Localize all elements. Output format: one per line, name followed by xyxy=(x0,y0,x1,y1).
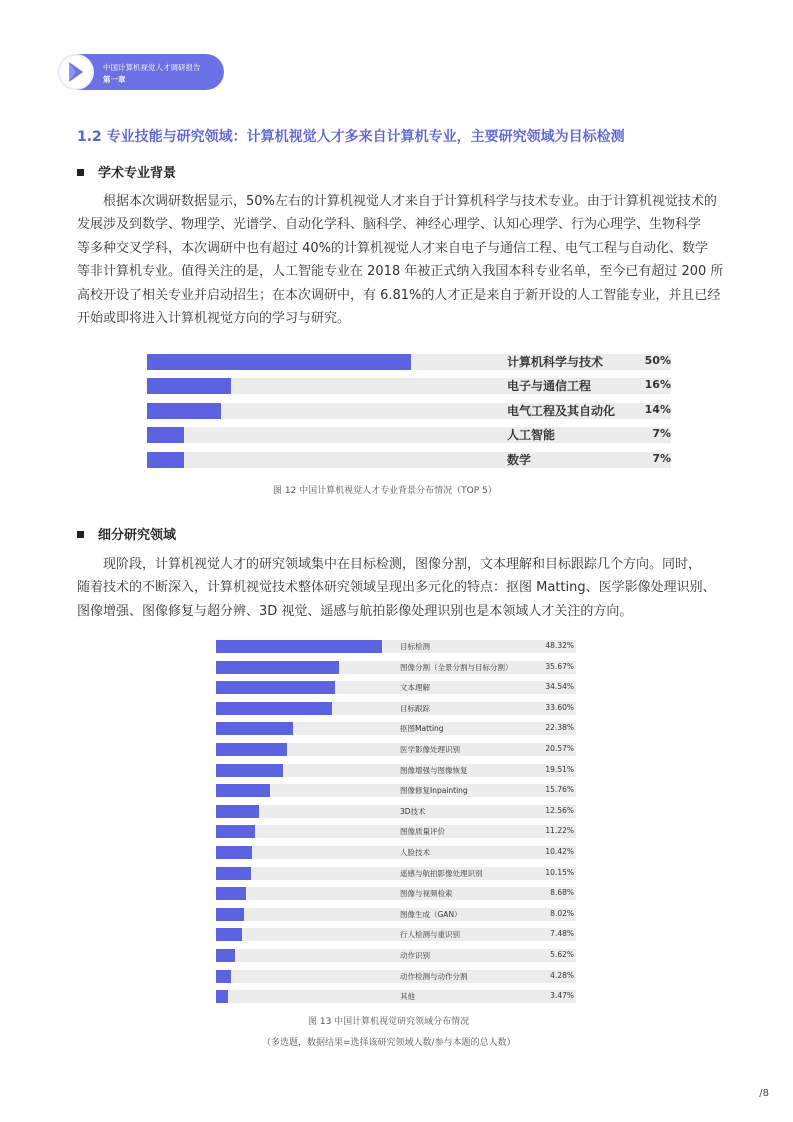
bar xyxy=(147,403,221,419)
bar xyxy=(216,784,270,797)
page-number: /8 xyxy=(759,1088,769,1099)
bar xyxy=(216,743,287,756)
chart-row xyxy=(216,970,576,984)
value-label: 7% xyxy=(652,451,671,465)
chart-row xyxy=(147,448,677,468)
major-background-chart xyxy=(147,350,677,475)
chart-row xyxy=(216,949,576,963)
chart1-caption: 图 12 中国计算机视觉人才专业背景分布情况（TOP 5） xyxy=(273,486,497,496)
paragraph-line: 等多种交叉学科，本次调研中也有超过 40%的计算机视觉人才来自电子与通信工程、电气工程与自动化、数学 xyxy=(77,240,709,256)
paragraph-line: 高校开设了相关专业并启动招生；在本次调研中，有 6.81%的人才正是来自于新开设的人工智能专业，并且已经 xyxy=(77,287,721,303)
research-paragraph xyxy=(77,553,717,623)
chart-row xyxy=(216,805,576,819)
chart-row xyxy=(216,681,576,695)
bar-track xyxy=(216,928,576,941)
category-label: 电气工程及其自动化 xyxy=(507,403,616,418)
value-label: 48.32% xyxy=(545,641,574,650)
paragraph-line: 等非计算机专业。值得关注的是，人工智能专业在 2018 年被正式纳入我国本科专业名单，至今已有超过 200 所 xyxy=(77,264,724,280)
value-label: 7.48% xyxy=(550,929,574,939)
bar xyxy=(216,990,228,1003)
value-label: 12.56% xyxy=(545,805,574,815)
bar xyxy=(216,867,251,880)
chapter-label: 第一章 xyxy=(103,75,126,84)
category-label: 图像分割（全景分割与目标分割） xyxy=(400,662,513,672)
chart-row xyxy=(216,743,576,757)
research-field-chart xyxy=(216,640,576,1006)
paragraph-line: 根据本次调研数据显示，50%左右的计算机视觉人才来自于计算机科学与技术专业。由于计算机视觉技术的 xyxy=(103,194,717,209)
category-label: 图像与视频检索 xyxy=(400,889,453,899)
bar xyxy=(216,970,231,983)
value-label: 20.57% xyxy=(545,744,574,753)
report-title: 中国计算机视觉人才调研报告 xyxy=(103,63,201,72)
bar-track xyxy=(216,887,576,900)
chart2-note: （多选题，数据结果=选择该研究领域人数/参与本题的总人数） xyxy=(262,1038,516,1048)
bar-track xyxy=(216,846,576,859)
chart-row xyxy=(147,374,677,394)
value-label: 10.42% xyxy=(545,847,574,856)
category-label: 遥感与航拍影像处理识别 xyxy=(400,868,483,878)
bar-track xyxy=(216,805,576,818)
category-label: 图像修复Inpainting xyxy=(400,786,468,796)
category-label: 数学 xyxy=(507,452,532,467)
value-label: 8.02% xyxy=(550,908,574,918)
bar xyxy=(216,640,382,653)
paragraph-line: 图像增强、图像修复与超分辨、3D 视觉、遥感与航拍影像处理识别也是本领域人才关注的方向。 xyxy=(77,603,633,619)
value-label: 5.62% xyxy=(550,950,574,959)
chevron-right-icon xyxy=(60,56,92,88)
value-label: 22.38% xyxy=(545,723,574,733)
category-label: 文本理解 xyxy=(400,683,430,693)
category-label: 动作识别 xyxy=(400,951,430,960)
chart-row xyxy=(216,908,576,922)
bar-track xyxy=(216,825,576,838)
bar-track xyxy=(216,970,576,983)
chart-row xyxy=(216,990,576,1004)
chart-row xyxy=(147,399,677,419)
value-label: 15.76% xyxy=(545,785,574,795)
bar-track xyxy=(147,452,671,468)
value-label: 8.68% xyxy=(550,888,574,898)
value-label: 50% xyxy=(644,354,671,367)
section-heading: 1.2 专业技能与研究领域：计算机视觉人才多来自计算机专业，主要研究领域为目标检测 xyxy=(77,129,625,145)
category-label: 电子与通信工程 xyxy=(507,379,592,394)
value-label: 16% xyxy=(644,378,671,392)
chart-row xyxy=(216,661,576,675)
value-label: 7% xyxy=(652,427,671,441)
academic-background-heading xyxy=(77,162,176,181)
paragraph-line: 现阶段，计算机视觉人才的研究领域集中在目标检测，图像分割，文本理解和目标跟踪几个方向。同时， xyxy=(103,557,702,572)
value-label: 34.54% xyxy=(545,682,574,692)
bar-track xyxy=(216,949,576,962)
paragraph-line: 随着技术的不断深入，计算机视觉技术整体研究领域呈现出多元化的特点：抠图 Matting、医学影像处理识别、 xyxy=(77,580,716,596)
category-label: 图像增强与图像恢复 xyxy=(400,765,468,775)
category-label: 抠图Matting xyxy=(400,724,444,734)
category-label: 动作检测与动作分割 xyxy=(400,971,468,981)
chart-row xyxy=(147,423,677,443)
bar xyxy=(147,452,184,468)
value-label: 35.67% xyxy=(545,661,574,671)
category-label: 目标跟踪 xyxy=(400,703,430,713)
category-label: 行人检测与重识别 xyxy=(400,930,460,940)
chart-row xyxy=(216,722,576,736)
category-label: 计算机科学与技术 xyxy=(507,355,604,369)
value-label: 3.47% xyxy=(550,991,574,1001)
category-label: 其他 xyxy=(400,992,415,1002)
value-label: 11.22% xyxy=(545,826,574,836)
bar xyxy=(216,887,246,900)
bar xyxy=(216,825,255,838)
chart-row xyxy=(216,887,576,901)
square-bullet-icon xyxy=(77,169,84,176)
value-label: 10.15% xyxy=(545,867,574,877)
category-label: 目标检测 xyxy=(400,642,430,651)
bar xyxy=(216,846,252,859)
bar-track xyxy=(216,908,576,921)
square-bullet-icon xyxy=(77,531,84,538)
chart-row xyxy=(147,350,677,370)
chart-row xyxy=(216,784,576,798)
value-label: 33.60% xyxy=(545,702,574,712)
bar-track xyxy=(216,990,576,1003)
bar xyxy=(216,805,259,818)
category-label: 图像生成（GAN） xyxy=(400,909,462,919)
bar xyxy=(216,661,339,674)
value-label: 19.51% xyxy=(545,764,574,774)
chart2-caption: 图 13 中国计算机视觉研究领域分布情况 xyxy=(308,1017,470,1027)
academic-heading-text: 学术专业背景 xyxy=(98,166,177,181)
bar xyxy=(216,908,244,921)
bar xyxy=(216,722,293,735)
category-label: 医学影像处理识别 xyxy=(400,745,460,754)
research-field-heading xyxy=(77,524,176,543)
bar-track xyxy=(216,867,576,880)
paragraph-line: 发展涉及到数学、物理学、光谱学、自动化学科、脑科学、神经心理学、认知心理学、行为心理学、生物科学 xyxy=(77,217,702,233)
bar xyxy=(216,764,283,777)
category-label: 3D技术 xyxy=(400,806,426,816)
bar xyxy=(147,354,411,370)
category-label: 人工智能 xyxy=(507,428,556,443)
research-heading-text: 细分研究领域 xyxy=(98,528,177,543)
bar xyxy=(216,949,235,962)
bar xyxy=(216,681,335,694)
value-label: 4.28% xyxy=(550,970,574,980)
bar xyxy=(216,928,242,941)
bar-track xyxy=(147,427,671,443)
chart-row xyxy=(216,825,576,839)
bar xyxy=(216,702,332,715)
academic-paragraph xyxy=(77,190,724,330)
category-label: 图像质量评价 xyxy=(400,827,445,837)
chart-row xyxy=(216,640,576,654)
bar xyxy=(147,378,231,394)
category-label: 人脸技术 xyxy=(400,848,430,857)
chart-row xyxy=(216,867,576,881)
chart-row xyxy=(216,702,576,716)
paragraph-line: 开始或即将进入计算机视觉方向的学习与研究。 xyxy=(77,310,351,326)
bar xyxy=(147,427,184,443)
chart-row xyxy=(216,928,576,942)
chart-row xyxy=(216,764,576,778)
value-label: 14% xyxy=(644,402,671,416)
chart-row xyxy=(216,846,576,860)
